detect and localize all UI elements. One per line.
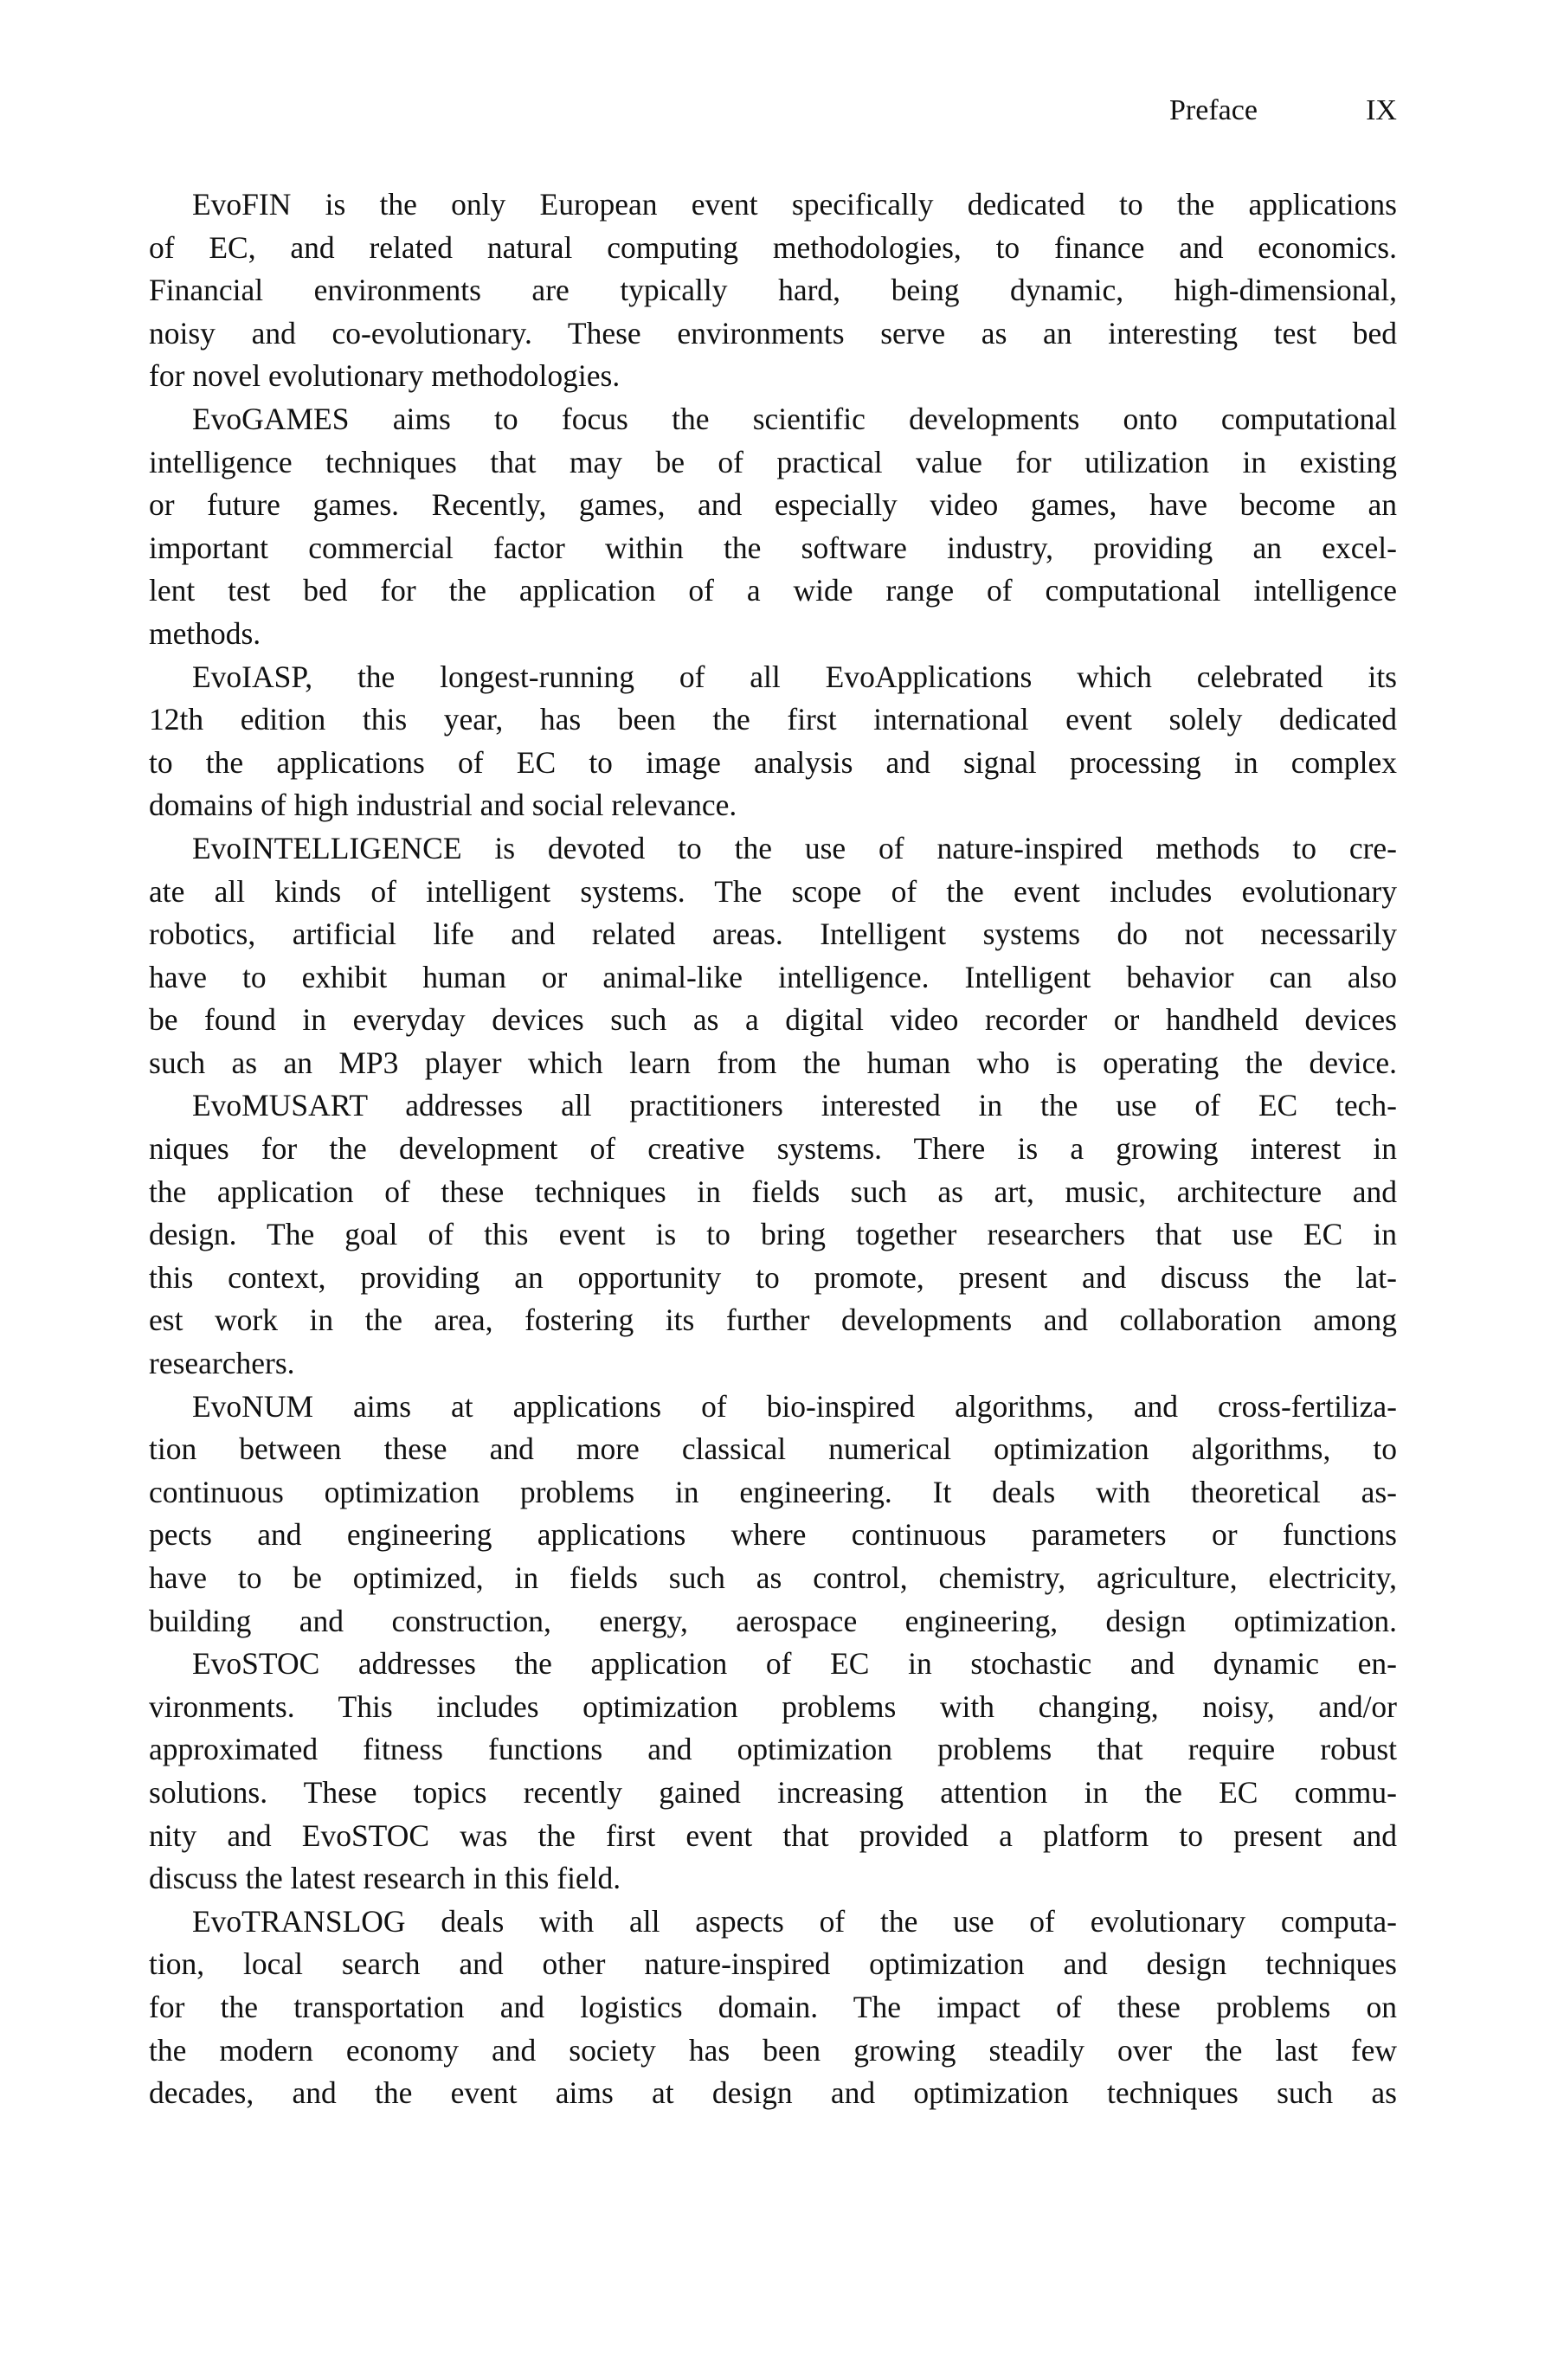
text-line: the application of these techniques in fields such as art, music, architecture and	[149, 1174, 1397, 1209]
text-line: vironments. This includes optimization problems with changing, noisy, and/or	[149, 1689, 1397, 1724]
paragraph-evointelligence	[149, 827, 1397, 1085]
text-line: pects and engineering applications where continuous parameters or functions	[149, 1517, 1397, 1553]
text-line: for novel evolutionary methodologies.	[149, 358, 621, 394]
text-line: EvoNUM aims at applications of bio-inspired algorithms, and cross-fertiliza-	[192, 1388, 1397, 1424]
paragraph-evogames	[149, 398, 1397, 656]
text-line: this context, providing an opportunity to promote, present and discuss the lat-	[149, 1259, 1397, 1295]
text-line: approximated fitness functions and optimization problems that require robust	[149, 1732, 1397, 1767]
text-line: EvoTRANSLOG deals with all aspects of the use of evolutionary computa-	[192, 1903, 1397, 1939]
text-line: or future games. Recently, games, and especially video games, have become an	[149, 487, 1397, 523]
paragraph-evostoc	[149, 1643, 1397, 1901]
text-line: intelligence techniques that may be of practical value for utilization in existing	[149, 444, 1397, 479]
text-line: solutions. These topics recently gained increasing attention in the EC commu-	[149, 1774, 1397, 1810]
text-line: tion, local search and other nature-inspired optimization and design techniques	[149, 1946, 1397, 1982]
paragraph-evotranslog	[149, 1901, 1397, 2115]
text-line: ate all kinds of intelligent systems. The scope of the event includes evolutionary	[149, 873, 1397, 909]
body-text	[149, 183, 1397, 2115]
text-line: nity and EvoSTOC was the first event that provided a platform to present and	[149, 1817, 1397, 1853]
text-line: design. The goal of this event is to bring together researchers that use EC in	[149, 1217, 1397, 1252]
text-line: have to be optimized, in fields such as control, chemistry, agriculture, electricity,	[149, 1560, 1397, 1595]
text-line: robotics, artificial life and related areas. Intelligent systems do not necessarily	[149, 917, 1397, 952]
text-line: EvoGAMES aims to focus the scientific developments onto computational	[192, 401, 1397, 436]
text-line: EvoMUSART addresses all practitioners interested in the use of EC tech-	[192, 1088, 1397, 1123]
text-line: of EC, and related natural computing methodologies, to finance and economics.	[149, 229, 1397, 265]
text-line: be found in everyday devices such as a digital video recorder or handheld devices	[149, 1002, 1397, 1038]
text-line: domains of high industrial and social relevance.	[149, 788, 737, 823]
paragraph-evofin	[149, 183, 1397, 398]
text-line: discuss the latest research in this field.	[149, 1861, 621, 1896]
page-number: IX	[1366, 94, 1397, 126]
text-line: the modern economy and society has been growing steadily over the last few	[149, 2032, 1397, 2068]
running-head-title: Preface	[1169, 94, 1258, 126]
text-line: decades, and the event aims at design and optimization techniques such as	[149, 2075, 1397, 2111]
text-line: EvoSTOC addresses the application of EC in stochastic and dynamic en-	[192, 1646, 1397, 1682]
text-line: important commercial factor within the software industry, providing an excel-	[149, 530, 1397, 565]
paragraph-evonum	[149, 1386, 1397, 1643]
running-head	[1125, 93, 1397, 128]
text-line: 12th edition this year, has been the first international event solely dedicated	[149, 702, 1397, 737]
text-line: for the transportation and logistics domain. The impact of these problems on	[149, 1989, 1397, 2024]
text-line: lent test bed for the application of a wide range of computational intelligence	[149, 573, 1397, 608]
paragraph-evomusart	[149, 1084, 1397, 1385]
text-line: EvoFIN is the only European event specifically dedicated to the applications	[192, 187, 1397, 222]
text-line: methods.	[149, 615, 261, 651]
text-line: EvoIASP, the longest-running of all EvoApplications which celebrated its	[192, 659, 1397, 694]
text-line: continuous optimization problems in engineering. It deals with theoretical as-	[149, 1474, 1397, 1509]
text-line: researchers.	[149, 1346, 295, 1381]
text-line: building and construction, energy, aerospace engineering, design optimization.	[149, 1603, 1397, 1638]
text-line: niques for the development of creative systems. There is a growing interest in	[149, 1131, 1397, 1167]
text-line: Financial environments are typically hard, being dynamic, high-dimensional,	[149, 273, 1397, 308]
text-line: est work in the area, fostering its further developments and collaboration among	[149, 1303, 1397, 1338]
text-line: EvoINTELLIGENCE is devoted to the use of nature-inspired methods to cre-	[192, 830, 1397, 865]
text-line: tion between these and more classical numerical optimization algorithms, to	[149, 1431, 1397, 1467]
text-line: such as an MP3 player which learn from the human who is operating the device.	[149, 1045, 1397, 1080]
text-line: to the applications of EC to image analysis and signal processing in complex	[149, 744, 1397, 780]
text-line: have to exhibit human or animal-like intelligence. Intelligent behavior can also	[149, 959, 1397, 994]
text-line: noisy and co-evolutionary. These environments serve as an interesting test bed	[149, 315, 1397, 351]
paragraph-evoiasp	[149, 656, 1397, 827]
